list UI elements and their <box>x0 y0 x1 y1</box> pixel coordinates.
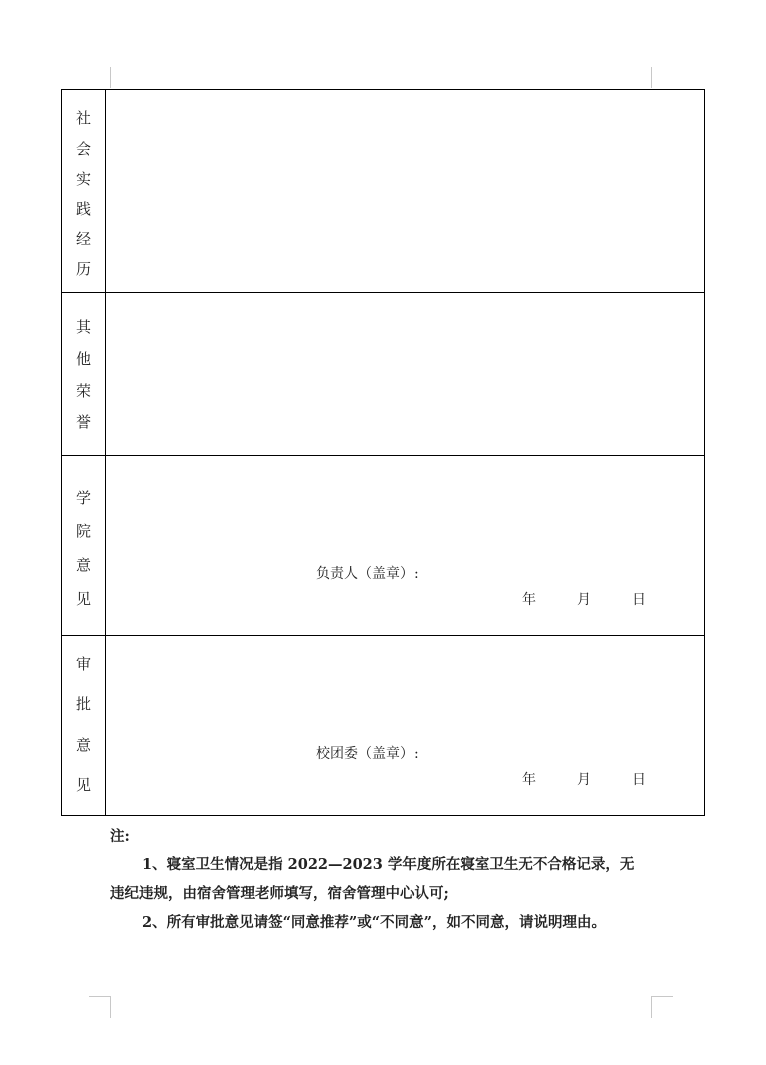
label-char: 学 <box>75 489 91 507</box>
section-label <box>62 293 106 455</box>
section-approval-opinion <box>62 635 704 815</box>
social-practice-field[interactable] <box>106 90 704 292</box>
label-char: 历 <box>75 260 91 278</box>
label-char: 实 <box>75 170 91 188</box>
label-char: 见 <box>75 776 91 794</box>
corner-mark-bottom-right-v <box>651 996 652 1018</box>
section-label <box>62 456 106 635</box>
corner-mark-bottom-left-v <box>110 996 111 1018</box>
label-char: 意 <box>75 736 91 754</box>
notes-heading: 注: <box>110 828 130 845</box>
college-opinion-field[interactable] <box>106 456 704 635</box>
label-char: 院 <box>75 522 91 540</box>
label-char: 见 <box>75 590 91 608</box>
corner-mark-bottom-right-h <box>652 996 673 997</box>
label-char: 其 <box>75 318 91 336</box>
section-label <box>62 90 106 292</box>
section-other-honors <box>62 292 704 455</box>
label-char: 誉 <box>75 413 91 431</box>
label-char: 荣 <box>75 382 91 400</box>
section-college-opinion <box>62 455 704 635</box>
notes-line-2: 违纪违规，由宿舍管理老师填写，宿舍管理中心认可; <box>110 885 449 902</box>
section-social-practice <box>62 90 704 292</box>
label-char: 社 <box>75 109 91 127</box>
committee-signature-label: 校团委（盖章）: <box>316 746 419 762</box>
date-month: 月 <box>577 772 591 788</box>
date-month: 月 <box>577 592 591 608</box>
date-day: 日 <box>632 592 646 608</box>
label-char: 他 <box>75 350 91 368</box>
date-day: 日 <box>632 772 646 788</box>
label-char: 批 <box>75 695 91 713</box>
label-char: 审 <box>75 655 91 673</box>
label-char: 践 <box>75 200 91 218</box>
date-year: 年 <box>522 772 536 788</box>
section-label <box>62 636 106 815</box>
corner-mark-top-right <box>651 67 652 88</box>
corner-mark-bottom-left-h <box>89 996 110 997</box>
approval-opinion-field[interactable] <box>106 636 704 815</box>
label-char: 会 <box>75 140 91 158</box>
notes-line-1: 1、寝室卫生情况是指 2022—2023 学年度所在寝室卫生无不合格记录，无 <box>142 856 635 873</box>
notes-line-3: 2、所有审批意见请签“同意推荐”或“不同意”，如不同意，请说明理由。 <box>142 914 606 931</box>
label-char: 意 <box>75 556 91 574</box>
application-form-table <box>61 89 705 816</box>
date-year: 年 <box>522 592 536 608</box>
corner-mark-top-left <box>110 67 111 88</box>
label-char: 经 <box>75 230 91 248</box>
college-signature-label: 负责人（盖章）: <box>316 566 419 582</box>
other-honors-field[interactable] <box>106 293 704 455</box>
